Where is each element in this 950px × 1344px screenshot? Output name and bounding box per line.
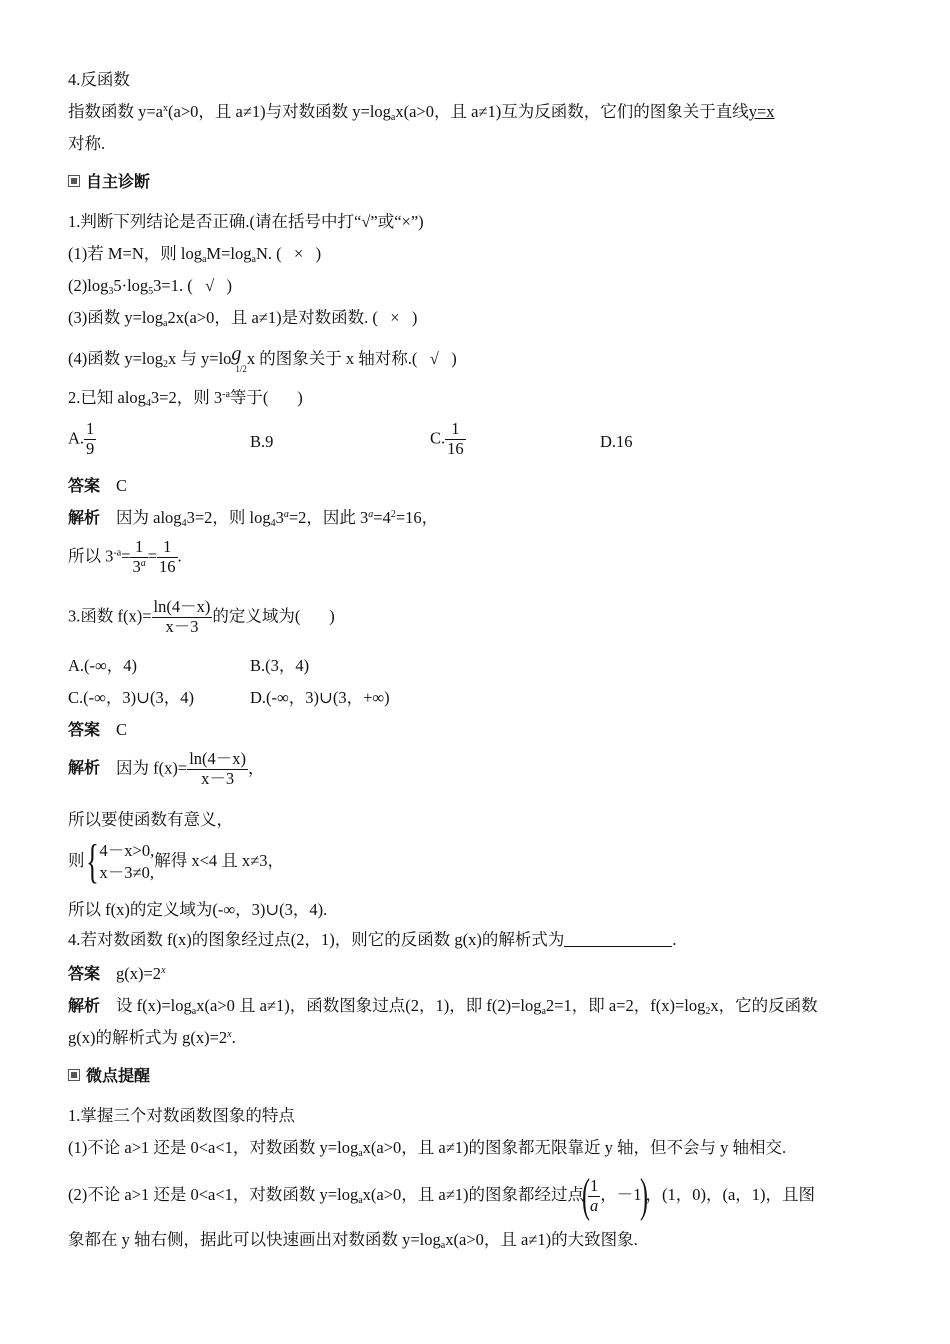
question-4-explanation-2: g(x)的解析式为 $g(x)=2^x$. — [68, 1028, 236, 1047]
paragraph-inverse-function: 指数函数 $y=a^x(a>0$，且 a≠1)与对数函数 $y=\log_ax(a>0$，且 a≠1)互为反函数，它们的图象关于直线y=x — [68, 102, 775, 123]
question-3-option-a: A.(-∞，4) — [68, 656, 138, 675]
question-4-stem: 4.若对数函数 f(x)的图象经过点(2，1)，则它的反函数 g(x)的解析式为 . — [68, 930, 677, 949]
question-3-explanation-3: 则{ 4－x>0, x－3≠0, 解得 x<4 且 x≠3， — [68, 835, 284, 888]
question-2-explanation-2: 所以 $3^{-a}=$ $\frac{1}{3^a}$ = $\frac{1}{16}$ . — [68, 537, 182, 576]
tip-point-2: (2)不论 a>1 还是 0<a<1，对数函数 $y=\log_ax(a>0$，且 a≠1)的图象都经过点( $\frac{1}{a}$ ，－1)，(1，0)，(a，1)，且图 — [68, 1169, 816, 1222]
question-3-answer: 答案 C — [68, 720, 128, 739]
question-3-stem: 3.函数 f(x)= $\frac{\ln(4-x)}{x-3}$ 的定义域为( ) — [68, 597, 335, 636]
question-2-option-d: D.16 — [600, 432, 633, 451]
square-bullet-icon — [68, 175, 80, 187]
answer-blank — [564, 932, 672, 947]
question-4-explanation-1: 解析 设 $f(x)=\log_ax(a>0$ 且 a≠1)，函数图象过点(2，1)，即 $f(2)=\log_a2=1$，即 a=2，$f(x)=\log_2x$，它的反函数 — [68, 996, 818, 1017]
question-1-item-2: $(2)\log_35\cdot\log_53=1$. ( √ ) — [68, 276, 233, 297]
question-3-option-d: D.(-∞，3)∪(3，+∞) — [250, 688, 390, 707]
question-1-item-4: (4)函数 $y=\log_2x$ 与 $y=\log_{1/2}x$ 的图象关于 x 轴对称.( √ ) — [68, 343, 457, 374]
tip-title: 1.掌握三个对数函数图象的特点 — [68, 1106, 295, 1125]
question-3-explanation-2: 所以要使函数有意义， — [68, 810, 233, 829]
question-4-answer: 答案 $g(x)=2^x$ — [68, 964, 166, 983]
question-2-stem: 2.已知 alog$_4$3=2，则 $3^{-a}$等于( ) — [68, 388, 303, 409]
square-bullet-icon — [68, 1069, 80, 1081]
question-2-option-b: B.9 — [250, 432, 274, 451]
question-1-item-3: (3)函数 $y=\log_a2x(a>0$，且 a≠1)是对数函数. ( × ) — [68, 308, 418, 329]
question-1-item-1: (1)若 M=N，则 $\log_aM=\log_aN$. ( × ) — [68, 244, 322, 265]
question-2-explanation-1: 解析 因为 alog$_4$3=2，则 $\log_43^a=2$，因此 $3^a=4^2=16$， — [68, 508, 439, 529]
answer-line-yx: y=x — [748, 102, 775, 121]
question-3-explanation-4: 所以 f(x)的定义域为(-∞，3)∪(3，4). — [68, 900, 328, 919]
tip-point-1: (1)不论 a>1 还是 0<a<1，对数函数 $y=\log_ax(a>0$，且 a≠1)的图象都无限靠近 y 轴，但不会与 y 轴相交. — [68, 1138, 787, 1159]
question-3-explanation-1: 解析 因为 f(x)= $\frac{\ln(4-x)}{x-3}$ ， — [68, 749, 265, 788]
question-2-answer: 答案 C — [68, 476, 128, 495]
question-1-stem: 1.判断下列结论是否正确.(请在括号中打“√”或“×”) — [68, 212, 424, 231]
question-3-option-c: C.(-∞，3)∪(3，4) — [68, 688, 194, 707]
section-heading-self-diagnosis: 自主诊断 — [68, 174, 150, 190]
question-3-option-b: B.(3，4) — [250, 656, 310, 675]
section-title-inverse-function: 4.反函数 — [68, 70, 130, 89]
question-2-option-a: A. $\frac{1}{9}$ — [68, 419, 95, 458]
section-heading-tips: 微点提醒 — [68, 1068, 150, 1084]
left-brace-icon: { — [85, 835, 99, 888]
tip-point-2-continuation: 象都在 y 轴右侧，据此可以快速画出对数函数 $y=\log_ax(a>0$，且 a≠1)的大致图象. — [68, 1230, 638, 1251]
paragraph-continuation: 对称. — [68, 134, 106, 153]
question-2-option-c: C. $\frac{1}{16}$ — [430, 419, 464, 458]
